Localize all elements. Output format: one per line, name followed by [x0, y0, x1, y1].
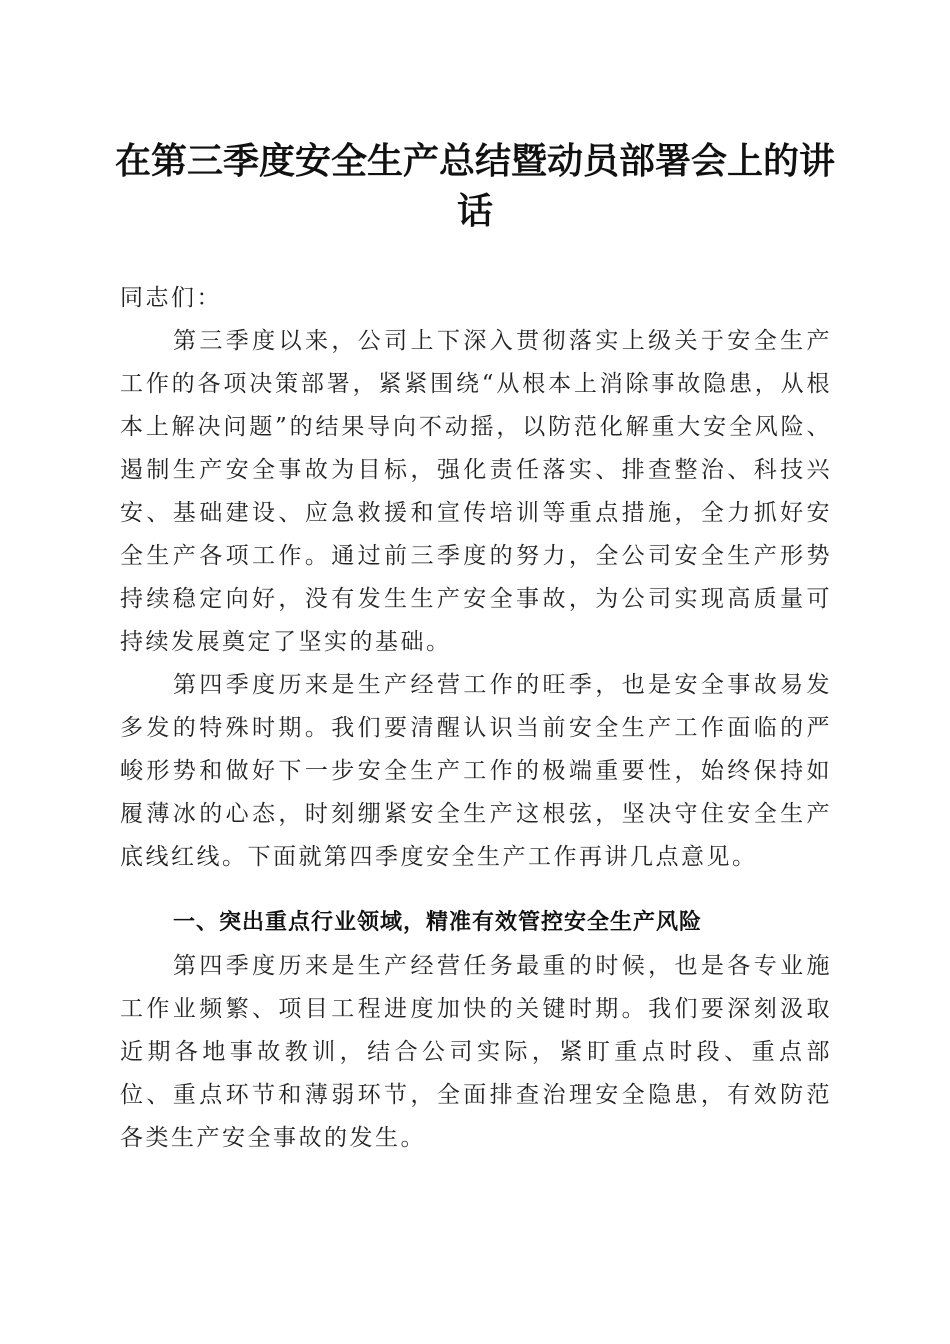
paragraph-q4-outlook: 第四季度历来是生产经营工作的旺季，也是安全事故易发多发的特殊时期。我们要清醒认识当前安全生产工作面临的严峻形势和做好下一步安全生产工作的极端重要性，始终保持如履薄冰的心态，时刻绷紧安全生产这根弦，坚决守住安全生产底线红线。下面就第四季度安全生产工作再讲几点意见。 [120, 672, 832, 870]
section-heading-1: 一、突出重点行业领域，精准有效管控安全生产风险 [173, 910, 703, 935]
paragraph-section-1: 第四季度历来是生产经营任务最重的时候，也是各专业施工作业频繁、项目工程进度加快的关键时期。我们要深刻汲取近期各地事故教训，结合公司实际，紧盯重点时段、重点部位、重点环节和薄弱环节，全面排查治理安全隐患，有效防范各类生产安全事故的发生。 [120, 953, 832, 1151]
document-title: 在第三季度安全生产总结暨动员部署会上的讲话 [114, 140, 835, 232]
salutation: 同志们： [120, 285, 222, 311]
paragraph-q3-summary: 第三季度以来，公司上下深入贯彻落实上级关于安全生产工作的各项决策部署，紧紧围绕“从根本上消除事故隐患，从根本上解决问题”的结果导向不动摇，以防范化解重大安全风险、遏制生产安全事故为目标，强化责任落实、排查整治、科技兴安、基础建设、应急救援和宣传培训等重点措施，全力抓好安全生产各项工作。通过前三季度的努力，全公司安全生产形势持续稳定向好，没有发生生产安全事故，为公司实现高质量可持续发展奠定了坚实的基础。 [120, 328, 832, 655]
